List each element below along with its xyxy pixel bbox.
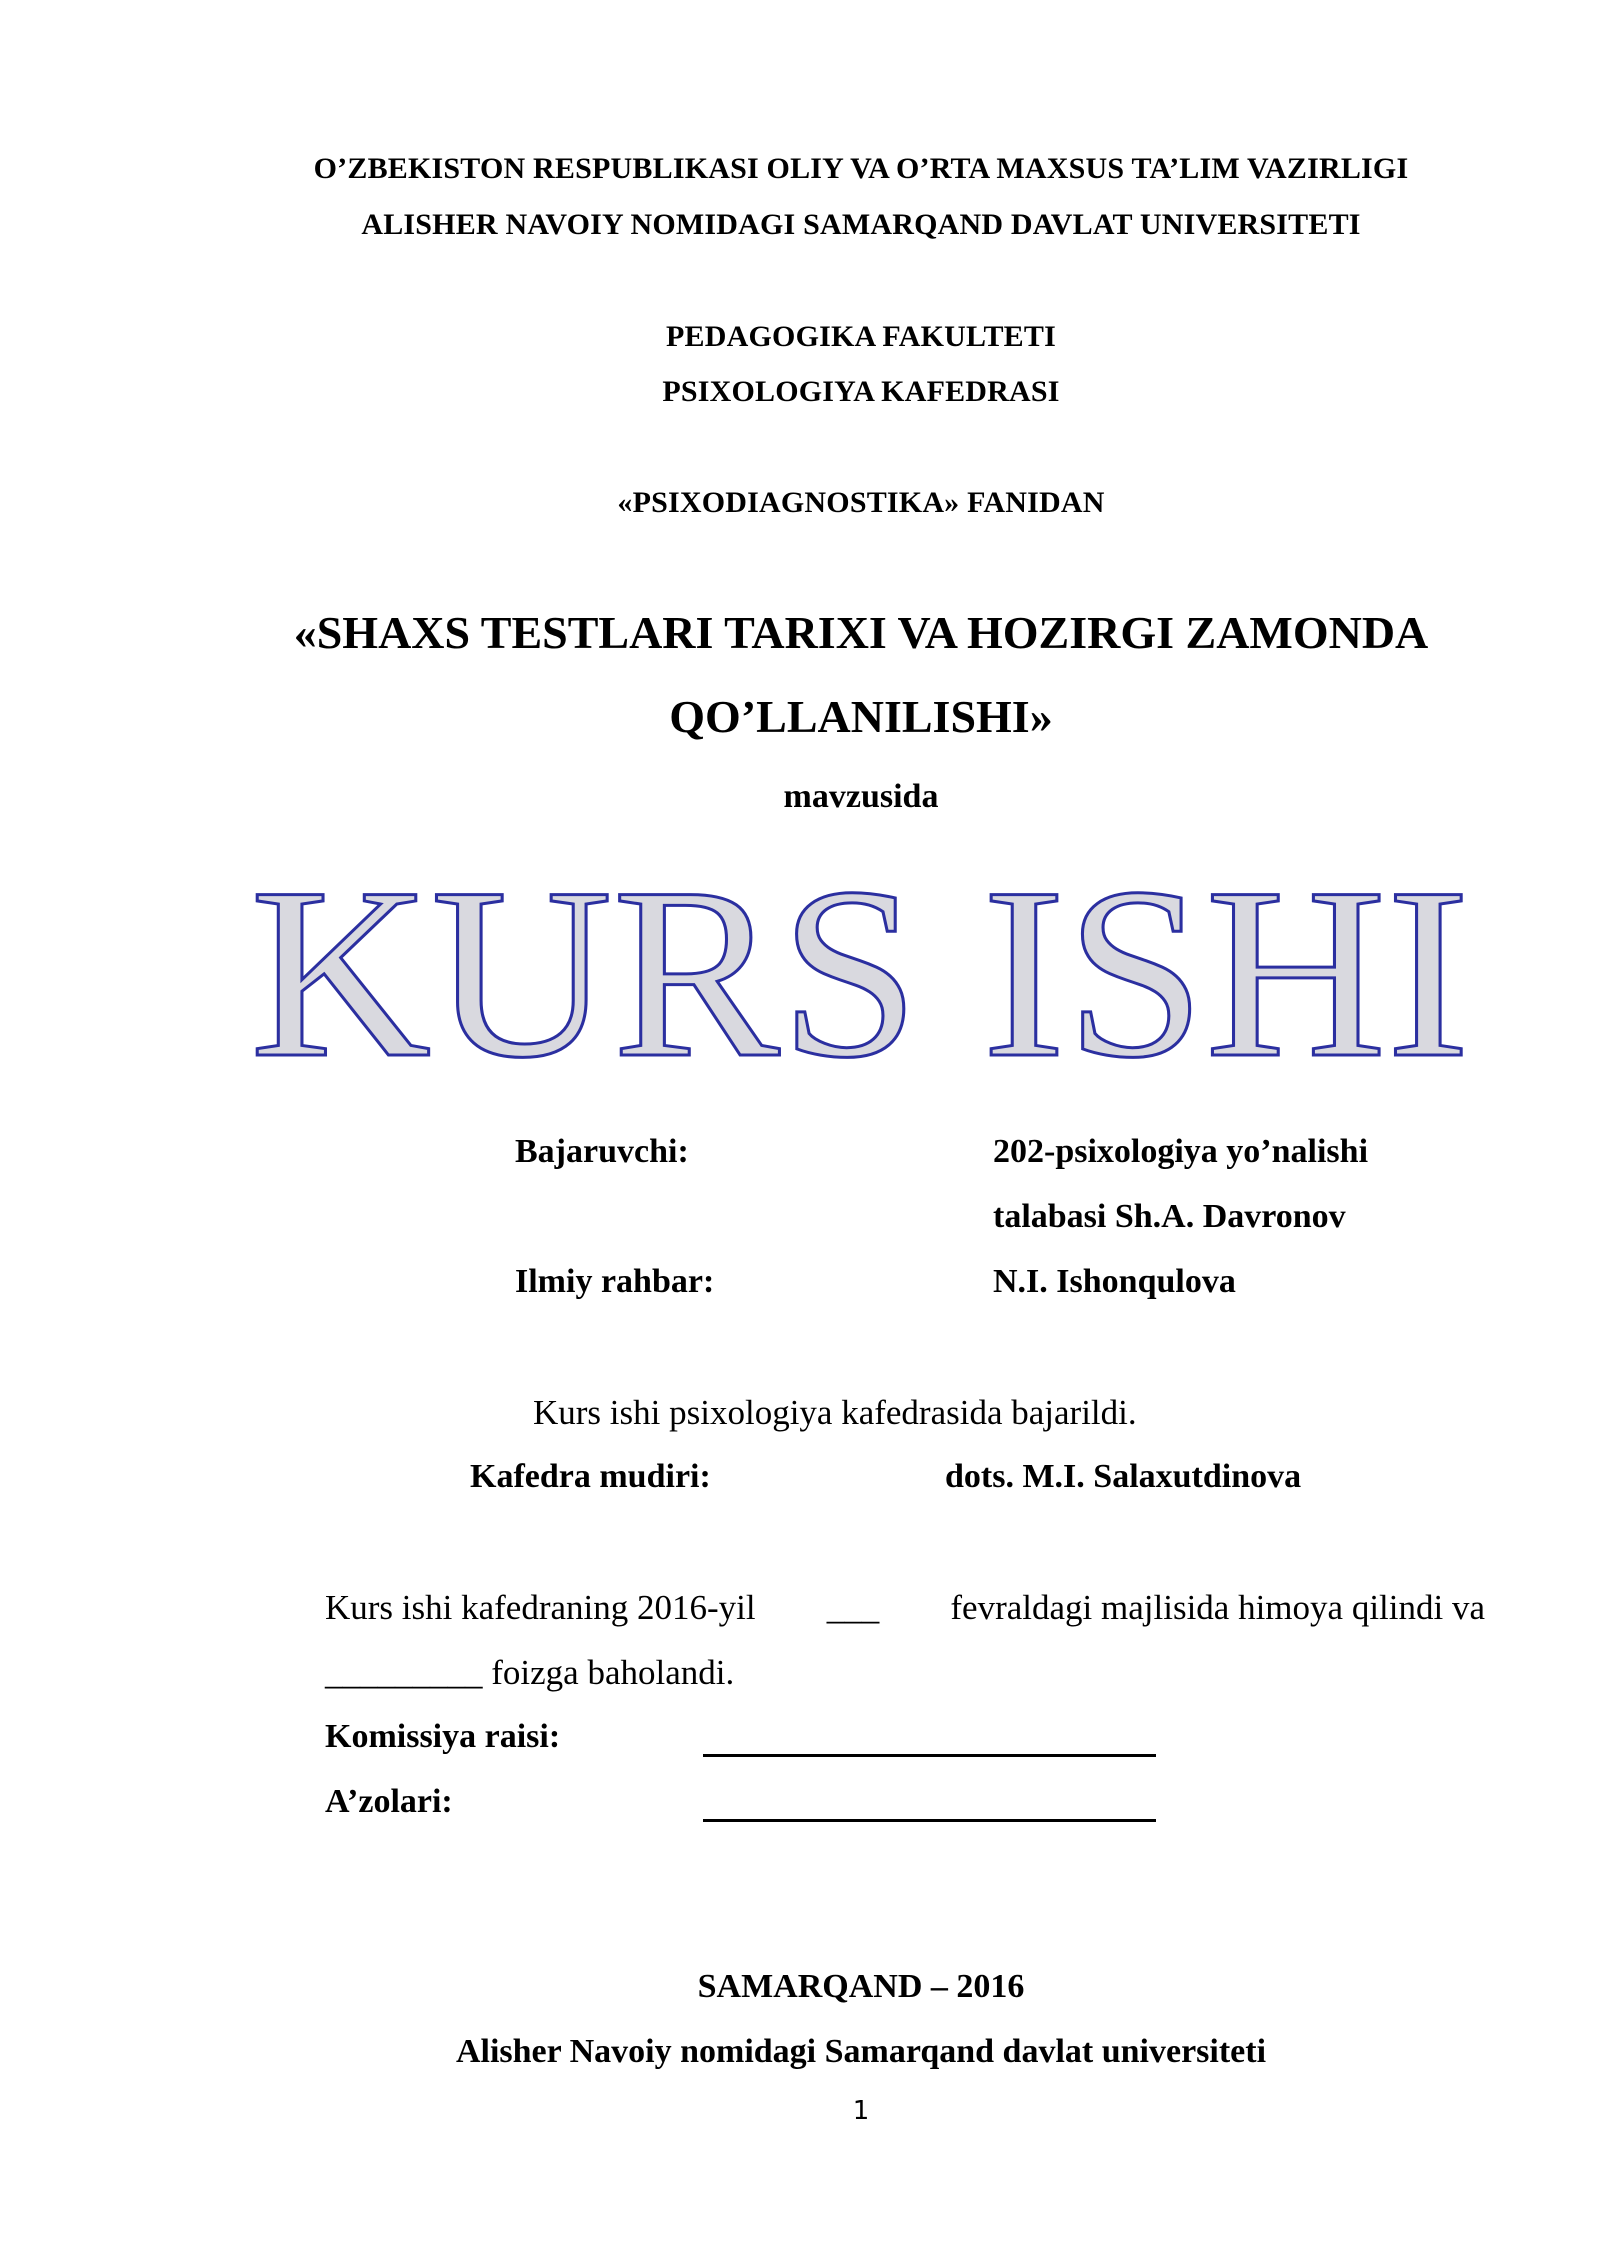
commission-members-signature-line [703,1819,1156,1822]
department-heading: PSIXOLOGIYA KAFEDRASI [662,375,1060,408]
footer-university: Alisher Navoiy nomidagi Samarqand davlat universiteti [455,2033,1267,2070]
faculty-heading: PEDAGOGIKA FAKULTETI [666,320,1056,353]
defense-text-end: fevraldagi majlisida himoya qilindi va [950,1588,1485,1627]
page-number: 1 [852,2096,870,2126]
defense-blank-long: _________ [325,1653,483,1692]
supervisor-label: Ilmiy rahbar: [515,1263,715,1300]
department-note: Kurs ishi psixologiya kafedrasida bajarildi. [533,1393,1137,1432]
defense-blank-short: ___ [826,1588,880,1627]
topic-line-2: QO’LLANILISHI» [669,691,1053,742]
head-name: dots. M.I. Salaxutdinova [945,1458,1302,1495]
topic-suffix: mavzusida [783,778,939,815]
work-title-text: KURS ISHI [250,860,1470,1080]
defense-line-2 [325,1653,734,1693]
work-title [240,860,1480,1080]
university-heading: ALISHER NAVOIY NOMIDAGI SAMARQAND DAVLAT UNIVERSITETI [361,208,1361,241]
performer-label: Bajaruvchi: [515,1133,689,1170]
performer-line-1: 202-psixologiya yo’nalishi [993,1133,1369,1170]
city-year: SAMARQAND – 2016 [697,1968,1025,2005]
commission-chair-signature-line [703,1754,1156,1757]
defense-text-grade: foizga baholandi. [491,1653,735,1692]
head-label: Kafedra mudiri: [470,1458,711,1495]
ministry-heading: O’ZBEKISTON RESPUBLIKASI OLIY VA O’RTA MAXSUS TA’LIM VAZIRLIGI [313,152,1409,185]
commission-members-label: A’zolari: [325,1783,453,1820]
defense-line-1 [325,1588,1485,1628]
subject-heading: «PSIXODIAGNOSTIKA» FANIDAN [617,486,1105,519]
performer-line-2: talabasi Sh.A. Davronov [993,1198,1346,1235]
supervisor-name: N.I. Ishonqulova [993,1263,1236,1300]
commission-chair-label: Komissiya raisi: [325,1718,561,1755]
topic-line-1: «SHAXS TESTLARI TARIXI VA HOZIRGI ZAMONDA [293,607,1429,658]
defense-text-start: Kurs ishi kafedraning 2016-yil [325,1588,756,1627]
